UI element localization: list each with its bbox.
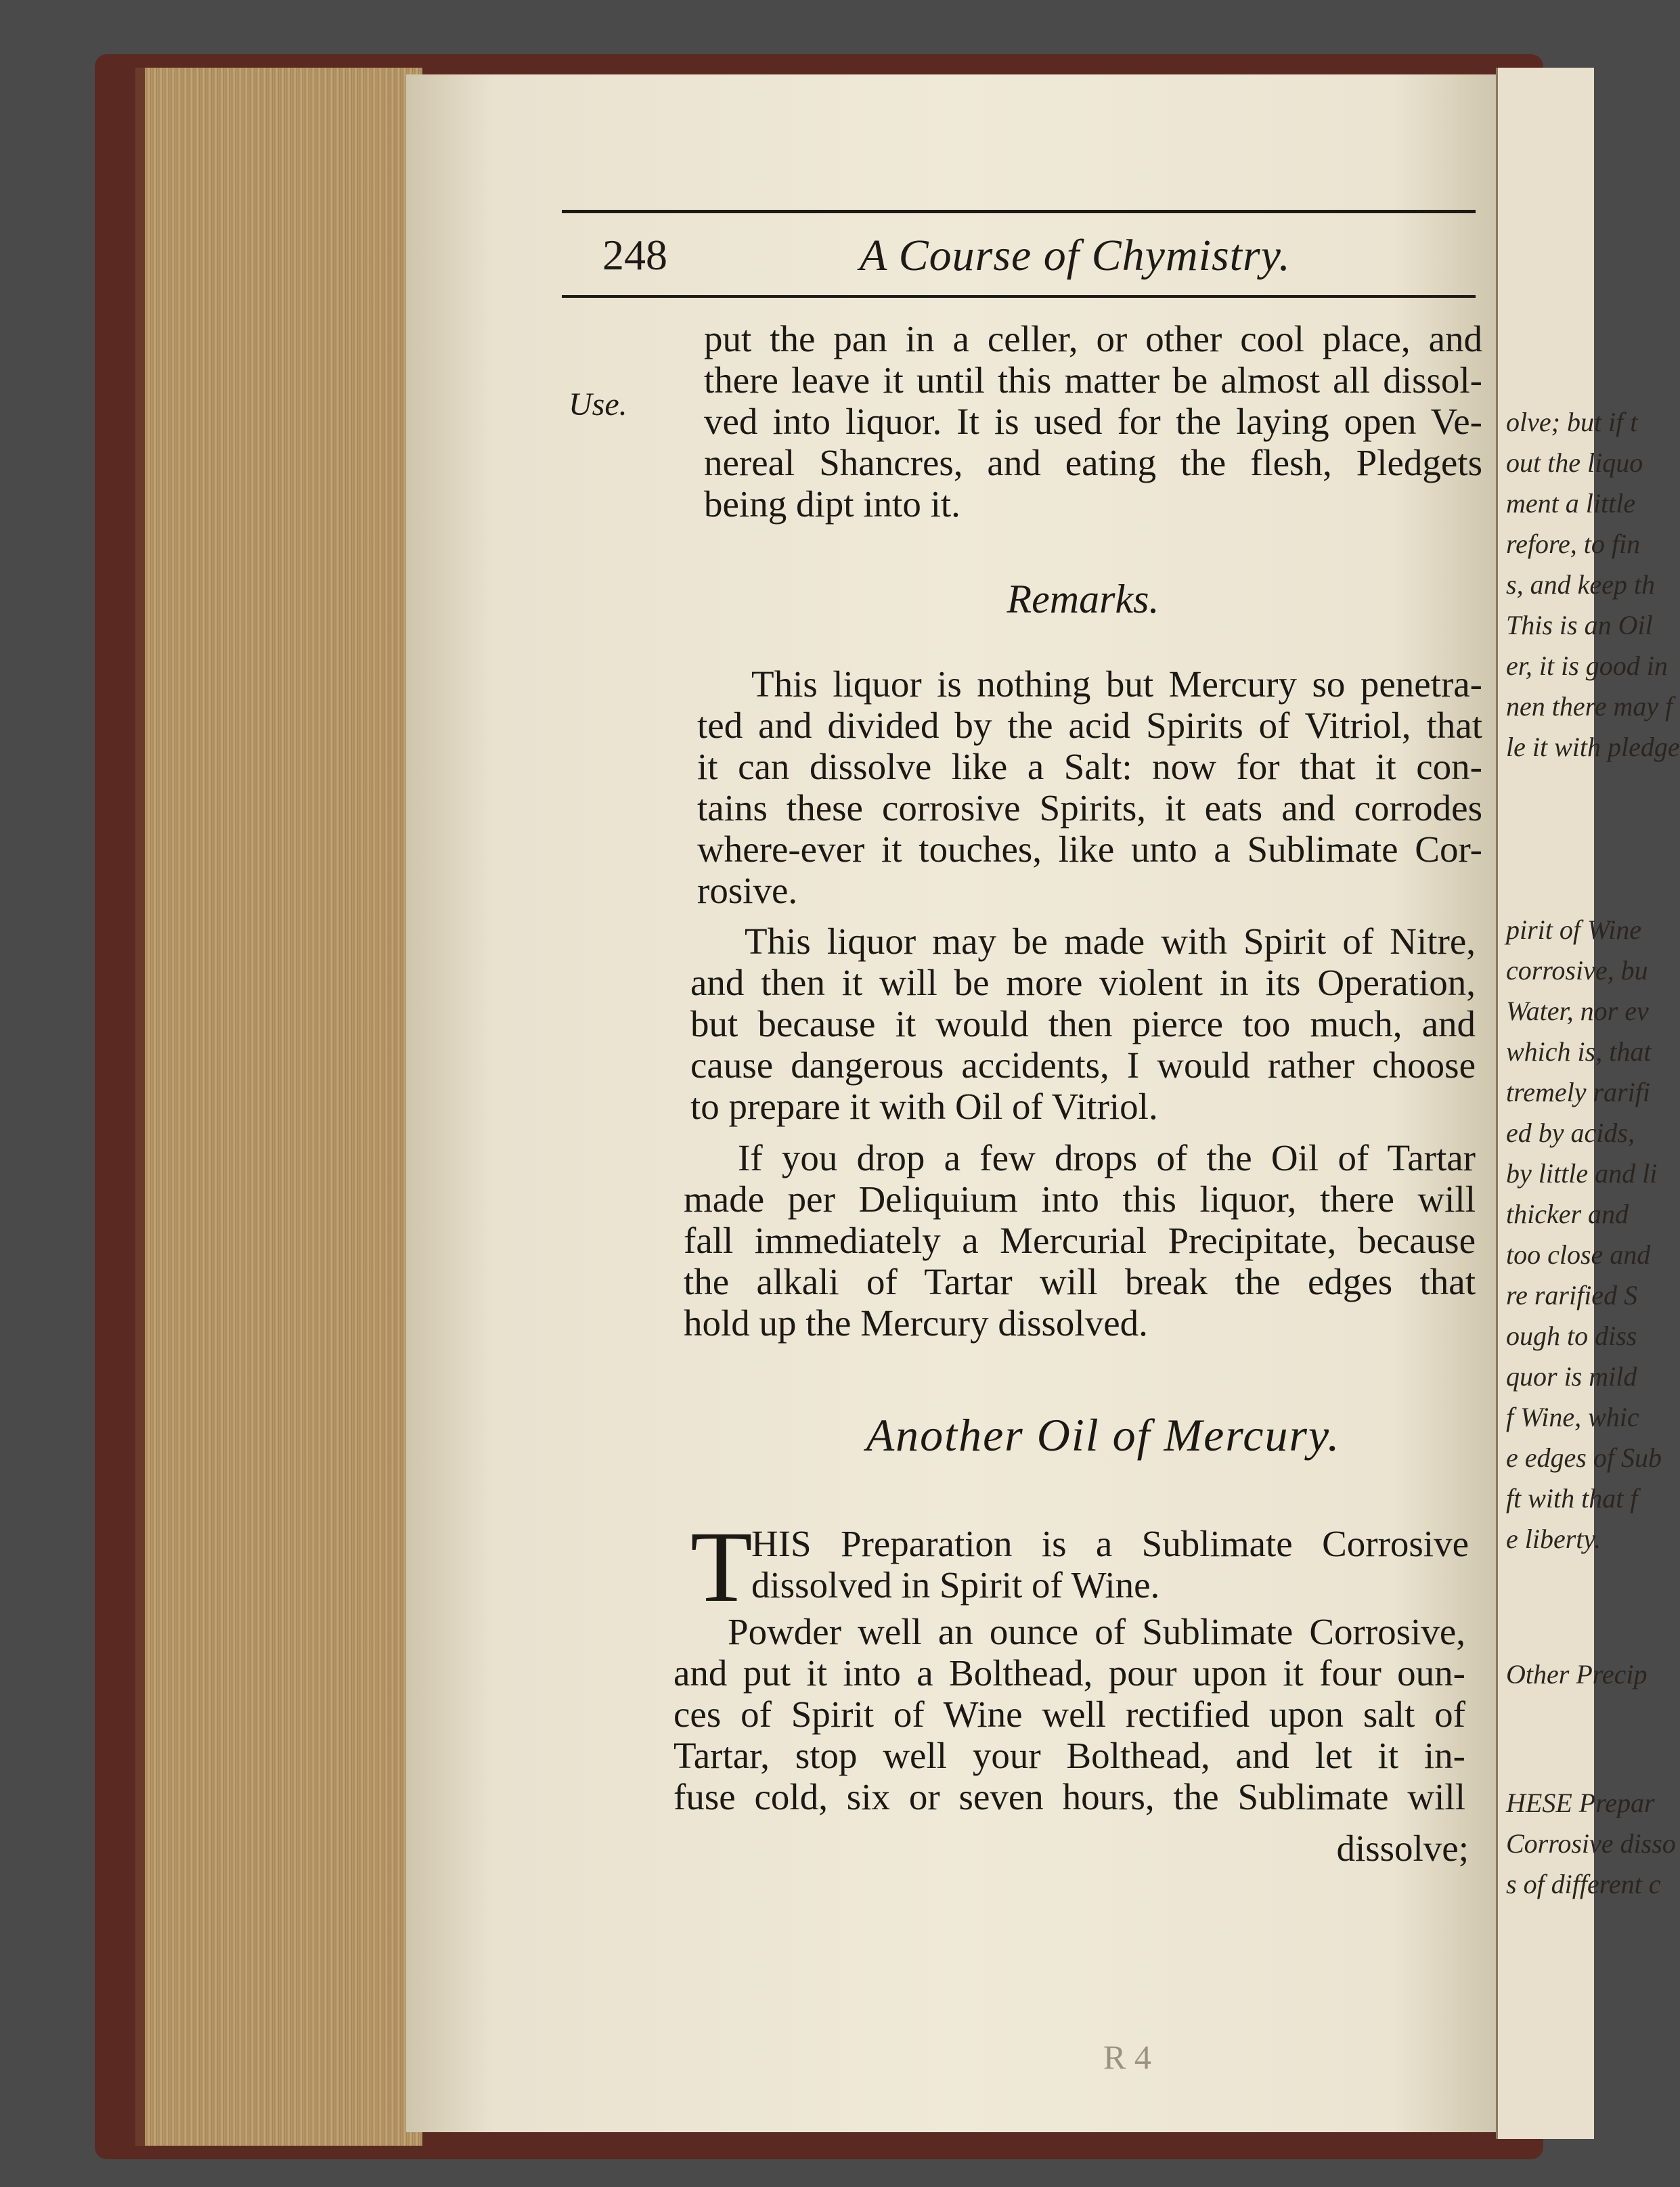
text-line: tains these corrosive Spirits, it eats and corrodes bbox=[697, 787, 1482, 829]
text-line: made per Deliquium into this liquor, there will bbox=[684, 1178, 1476, 1220]
right-page-line: HESE Prepar bbox=[1506, 1788, 1655, 1818]
text-line: Powder well an ounce of Sublimate Corrosive, bbox=[728, 1611, 1465, 1652]
right-page-line: f Wine, whic bbox=[1506, 1402, 1639, 1432]
right-page-line: le it with pledge bbox=[1506, 732, 1680, 762]
text-line: where-ever it touches, like unto a Sublimate Cor- bbox=[697, 829, 1482, 870]
right-page-line: Water, nor ev bbox=[1506, 996, 1649, 1026]
page-number: 248 bbox=[602, 231, 667, 279]
paragraph-2 bbox=[697, 663, 1482, 911]
text-line: This liquor is nothing but Mercury so penetra- bbox=[751, 663, 1482, 705]
text-line: hold up the Mercury dissolved. bbox=[684, 1302, 1148, 1344]
right-page-line: ft with that f bbox=[1506, 1483, 1638, 1514]
right-page-line: s, and keep th bbox=[1506, 569, 1655, 600]
signature-mark: R 4 bbox=[1103, 2038, 1151, 2076]
paragraph-4 bbox=[684, 1137, 1476, 1344]
right-page-line: too close and bbox=[1506, 1239, 1651, 1270]
paragraph-1 bbox=[704, 318, 1482, 525]
right-page-line: refore, to fin bbox=[1506, 529, 1641, 559]
right-page-line: Other Precip bbox=[1506, 1659, 1648, 1689]
text-line: fall immediately a Mercurial Precipitate, because bbox=[684, 1220, 1476, 1261]
catchword: dissolve; bbox=[1336, 1828, 1469, 1869]
margin-note: Use. bbox=[569, 386, 627, 422]
text-line: to prepare it with Oil of Vitriol. bbox=[690, 1086, 1158, 1127]
text-line: and then it will be more violent in its Operation, bbox=[690, 962, 1476, 1003]
text-line: put the pan in a celler, or other cool place, and bbox=[704, 318, 1482, 359]
text-line: dissolved in Spirit of Wine. bbox=[751, 1564, 1160, 1606]
right-page-line: out the liquo bbox=[1506, 447, 1643, 478]
text-line: cause dangerous accidents, I would rather choose bbox=[690, 1044, 1476, 1086]
drop-cap: T bbox=[690, 1511, 753, 1623]
right-page-line: which is, that bbox=[1506, 1036, 1652, 1067]
paragraph-3 bbox=[690, 921, 1476, 1127]
text-line: there leave it until this matter be almost all dissol- bbox=[704, 359, 1482, 401]
right-page-line: e edges of Sub bbox=[1506, 1442, 1662, 1473]
text-line: being dipt into it. bbox=[704, 483, 960, 525]
page-edges bbox=[135, 68, 422, 2146]
text-line: it can dissolve like a Salt: now for that it con- bbox=[697, 746, 1482, 787]
text-line: the alkali of Tartar will break the edges that bbox=[684, 1261, 1476, 1302]
right-page-line: This is an Oil bbox=[1506, 610, 1653, 640]
page-header bbox=[562, 223, 1476, 291]
right-page-line: pirit of Wine bbox=[1506, 914, 1641, 945]
text-line: If you drop a few drops of the Oil of Tartar bbox=[738, 1137, 1476, 1178]
right-page-line: nen there may f bbox=[1506, 691, 1673, 722]
paragraph-6 bbox=[673, 1611, 1465, 1817]
text-line: Tartar, stop well your Bolthead, and let it in- bbox=[673, 1735, 1465, 1776]
right-page-line: tremely rarifi bbox=[1506, 1077, 1650, 1107]
text-line: but because it would then pierce too much, and bbox=[690, 1003, 1476, 1044]
header-rule-bottom bbox=[562, 295, 1476, 298]
right-page-line: s of different c bbox=[1506, 1869, 1661, 1899]
right-page-line: re rarified S bbox=[1506, 1280, 1638, 1310]
text-line: ces of Spirit of Wine well rectified upon salt of bbox=[673, 1694, 1465, 1735]
paragraph-5 bbox=[751, 1523, 1469, 1606]
text-line: ved into liquor. It is used for the laying open Ve- bbox=[704, 401, 1482, 442]
right-page-line: ment a little bbox=[1506, 488, 1636, 518]
right-page-line: olve; but if t bbox=[1506, 407, 1638, 437]
section-heading: Another Oil of Mercury. bbox=[866, 1409, 1341, 1461]
running-title: A Course of Chymistry. bbox=[860, 231, 1291, 280]
text-line: ted and divided by the acid Spirits of Vitriol, that bbox=[697, 705, 1482, 746]
right-page-line: quor is mild bbox=[1506, 1361, 1637, 1392]
right-page-fragment bbox=[1496, 68, 1680, 2139]
right-page-line: e liberty. bbox=[1506, 1524, 1601, 1554]
right-page-line: by little and li bbox=[1506, 1158, 1658, 1189]
header-rule-top bbox=[562, 210, 1476, 213]
right-page-line: Corrosive disso bbox=[1506, 1828, 1676, 1859]
remarks-heading: Remarks. bbox=[1007, 577, 1159, 621]
text-line: This liquor may be made with Spirit of Nitre, bbox=[745, 921, 1476, 962]
text-line: and put it into a Bolthead, pour upon it four oun- bbox=[673, 1652, 1465, 1694]
text-line: fuse cold, six or seven hours, the Sublimate will bbox=[673, 1776, 1465, 1817]
text-line: HIS Preparation is a Sublimate Corrosive bbox=[751, 1523, 1469, 1564]
text-line: rosive. bbox=[697, 870, 798, 911]
right-page-line: er, it is good in bbox=[1506, 650, 1668, 681]
right-page-line: ough to diss bbox=[1506, 1321, 1637, 1351]
right-page-line: thicker and bbox=[1506, 1199, 1629, 1229]
text-line: nereal Shancres, and eating the flesh, Pledgets bbox=[704, 442, 1482, 483]
right-page-line: corrosive, bu bbox=[1506, 955, 1648, 986]
right-page-line: ed by acids, bbox=[1506, 1118, 1635, 1148]
